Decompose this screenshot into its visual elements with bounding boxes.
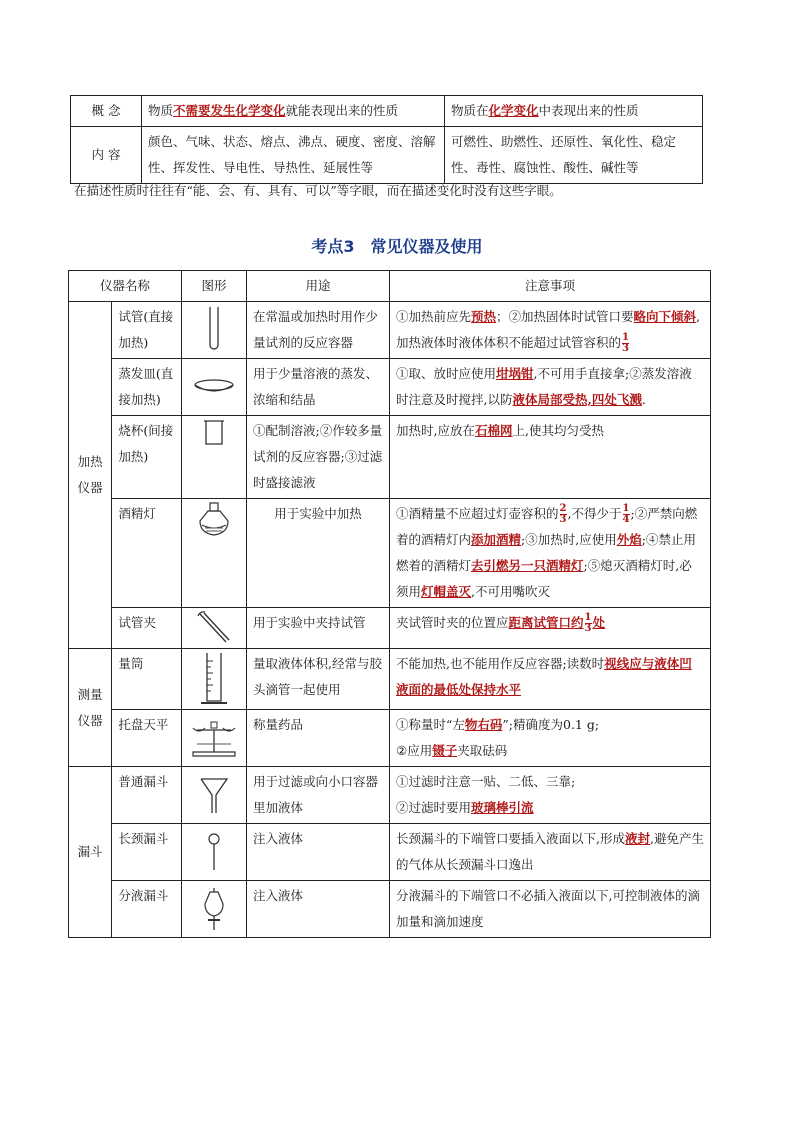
denominator: 3 [584,623,592,634]
text: ;④禁止用燃着的酒精灯 [396,532,696,573]
chemical-content: 可燃性、助燃性、还原性、氧化性、稳定性、毒性、腐蚀性、酸性、碱性等 [445,127,703,184]
instrument-name: 长颈漏斗 [112,824,182,881]
instrument-name: 量筒 [112,649,182,710]
instrument-name: 蒸发皿(直接加热) [112,359,182,416]
denominator: 3 [559,514,567,525]
text: ,避免产生的气体从长颈漏斗口逸出 [396,831,704,872]
instrument-use: 称量药品 [247,710,390,767]
instrument-use: 注入液体 [247,881,390,938]
instrument-notes [390,649,711,710]
numerator: 1 [584,612,592,623]
highlight: 预热 [471,309,497,324]
row-label-concept: 概 念 [71,96,142,127]
instrument-name: 托盘天平 [112,710,182,767]
text: ;③加热时,应使用 [521,532,617,547]
highlight: 镊子 [432,743,458,758]
numerator: 2 [559,503,567,514]
text: . [641,392,646,407]
text: ；②加热固体时试管口要 [496,309,634,324]
beaker-icon [182,416,247,499]
text: 上,使其均匀受热 [512,423,604,438]
highlight: 物右码 [464,717,503,732]
header-name: 仪器名称 [69,271,182,302]
instrument-notes [390,499,711,608]
instrument-name: 试管(直接加热) [112,302,182,359]
text: ②过滤时要用 [396,800,472,815]
fraction [560,504,567,525]
instrument-name: 酒精灯 [112,499,182,608]
text: 夹取砝码 [457,743,508,758]
header-notes: 注意事项 [390,271,711,302]
numerator: 1 [622,503,630,514]
text: 加热时,应放在 [396,423,475,438]
group-heating: 加热仪器 [69,302,112,649]
highlight: 液封 [624,831,650,846]
text: ①酒精量不应超过灯壶容积的 [396,506,559,521]
text: ;②严禁向燃着的酒精灯内 [396,506,698,547]
instrument-notes [390,608,711,649]
fraction [585,613,592,634]
physical-concept [142,96,445,127]
row-label-content: 内 容 [71,127,142,184]
instrument-name: 普通漏斗 [112,767,182,824]
instrument-use: 用于过滤或向小口容器里加液体 [247,767,390,824]
instrument-use: 用于实验中加热 [247,499,390,608]
header-use: 用途 [247,271,390,302]
graduated-cylinder-icon [182,649,247,710]
text: ①取、放时应使用 [396,366,497,381]
instrument-use: 量取液体体积,经常与胶头滴管一起使用 [247,649,390,710]
text: 不能加热,也不能用作反应容器;读数时 [396,656,605,671]
highlight: 去引燃另一只酒精灯 [471,558,584,573]
highlight: 液体局部受热,四处飞溅 [512,392,642,407]
highlight: 玻璃棒引流 [471,800,534,815]
text: 物质 [148,103,174,118]
text: ,不可用嘴吹灭 [471,584,551,599]
instrument-notes: 分液漏斗的下端管口不必插入液面以下,可控制液体的滴加量和滴加速度 [390,881,711,938]
alcohol-lamp-icon [182,499,247,608]
highlight: 外焰 [616,532,642,547]
instrument-name: 分液漏斗 [112,881,182,938]
highlight: 坩埚钳 [496,366,534,381]
section-title: 考点3 常见仪器及使用 [311,237,483,256]
highlight: 化学变化 [488,103,539,118]
text: 就能表现出来的性质 [285,103,399,118]
denominator: 4 [622,514,630,525]
highlight: 添加酒精 [471,532,522,547]
text: ”;精确度为0.1 g; [502,717,600,732]
highlight: 略向下倾斜 [633,309,697,324]
highlight: 视线应与液体凹液面的最低处保持水平 [396,656,692,697]
denominator: 3 [622,343,629,354]
instrument-notes [390,710,711,767]
instruments-table [68,270,711,938]
instrument-use: 在常温或加热时用作少量试剂的反应容器 [247,302,390,359]
text: ,不可用手直接拿;②蒸发溶液时注意及时搅拌,以防 [396,366,692,407]
instrument-use: 用于实验中夹持试管 [247,608,390,649]
instrument-notes [390,359,711,416]
balance-icon [182,710,247,767]
highlight: 灯帽盖灭 [421,584,472,599]
note-text: 在描述性质时往往有“能、会、有、具有、可以”等字眼，而在描述变化时没有这些字眼。 [74,183,562,198]
instrument-name: 试管夹 [112,608,182,649]
header-figure: 图形 [182,271,247,302]
test-tube-clamp-icon [182,608,247,649]
properties-table [70,95,703,184]
physical-content: 颜色、气味、状态、熔点、沸点、硬度、密度、溶解性、挥发性、导电性、导热性、延展性等 [142,127,445,184]
funnel-icon [182,767,247,824]
numerator: 1 [622,332,629,343]
instrument-notes [390,416,711,499]
text: ,不得少于 [567,506,622,521]
highlight: 不需要发生化学变化 [173,103,286,118]
text: ①过滤时注意一贴、二低、三靠; [396,774,576,789]
separatory-funnel-icon [182,881,247,938]
instrument-use: 用于少量溶液的蒸发、浓缩和结晶 [247,359,390,416]
highlight: 处 [592,615,606,630]
text: ①加热前应先 [396,309,472,324]
text: ①称量时“左 [396,717,465,732]
text: ②应用 [396,743,433,758]
chemical-concept [445,96,703,127]
text: ,加热液体时液体体积不能超过试管容积的 [396,309,701,350]
evaporating-dish-icon [182,359,247,416]
highlight: 石棉网 [474,423,513,438]
fraction [623,504,630,525]
instrument-use: 注入液体 [247,824,390,881]
text: 夹试管时夹的位置应 [396,615,509,630]
text: 中表现出来的性质 [538,103,639,118]
instrument-notes [390,824,711,881]
test-tube-icon [182,302,247,359]
instrument-name: 烧杯(间接加热) [112,416,182,499]
fraction [622,333,629,354]
instrument-notes [390,302,711,359]
group-measuring: 测量仪器 [69,649,112,767]
text: ;⑤熄灭酒精灯时,必须用 [396,558,692,599]
text: 长颈漏斗的下端管口要插入液面以下,形成 [396,831,625,846]
group-funnel: 漏斗 [69,767,112,938]
instrument-notes [390,767,711,824]
long-neck-funnel-icon [182,824,247,881]
text: 物质在 [451,103,489,118]
instrument-use: ①配制溶液;②作较多量试剂的反应容器;③过滤时盛接滤液 [247,416,390,499]
highlight: 距离试管口约 [508,615,584,630]
